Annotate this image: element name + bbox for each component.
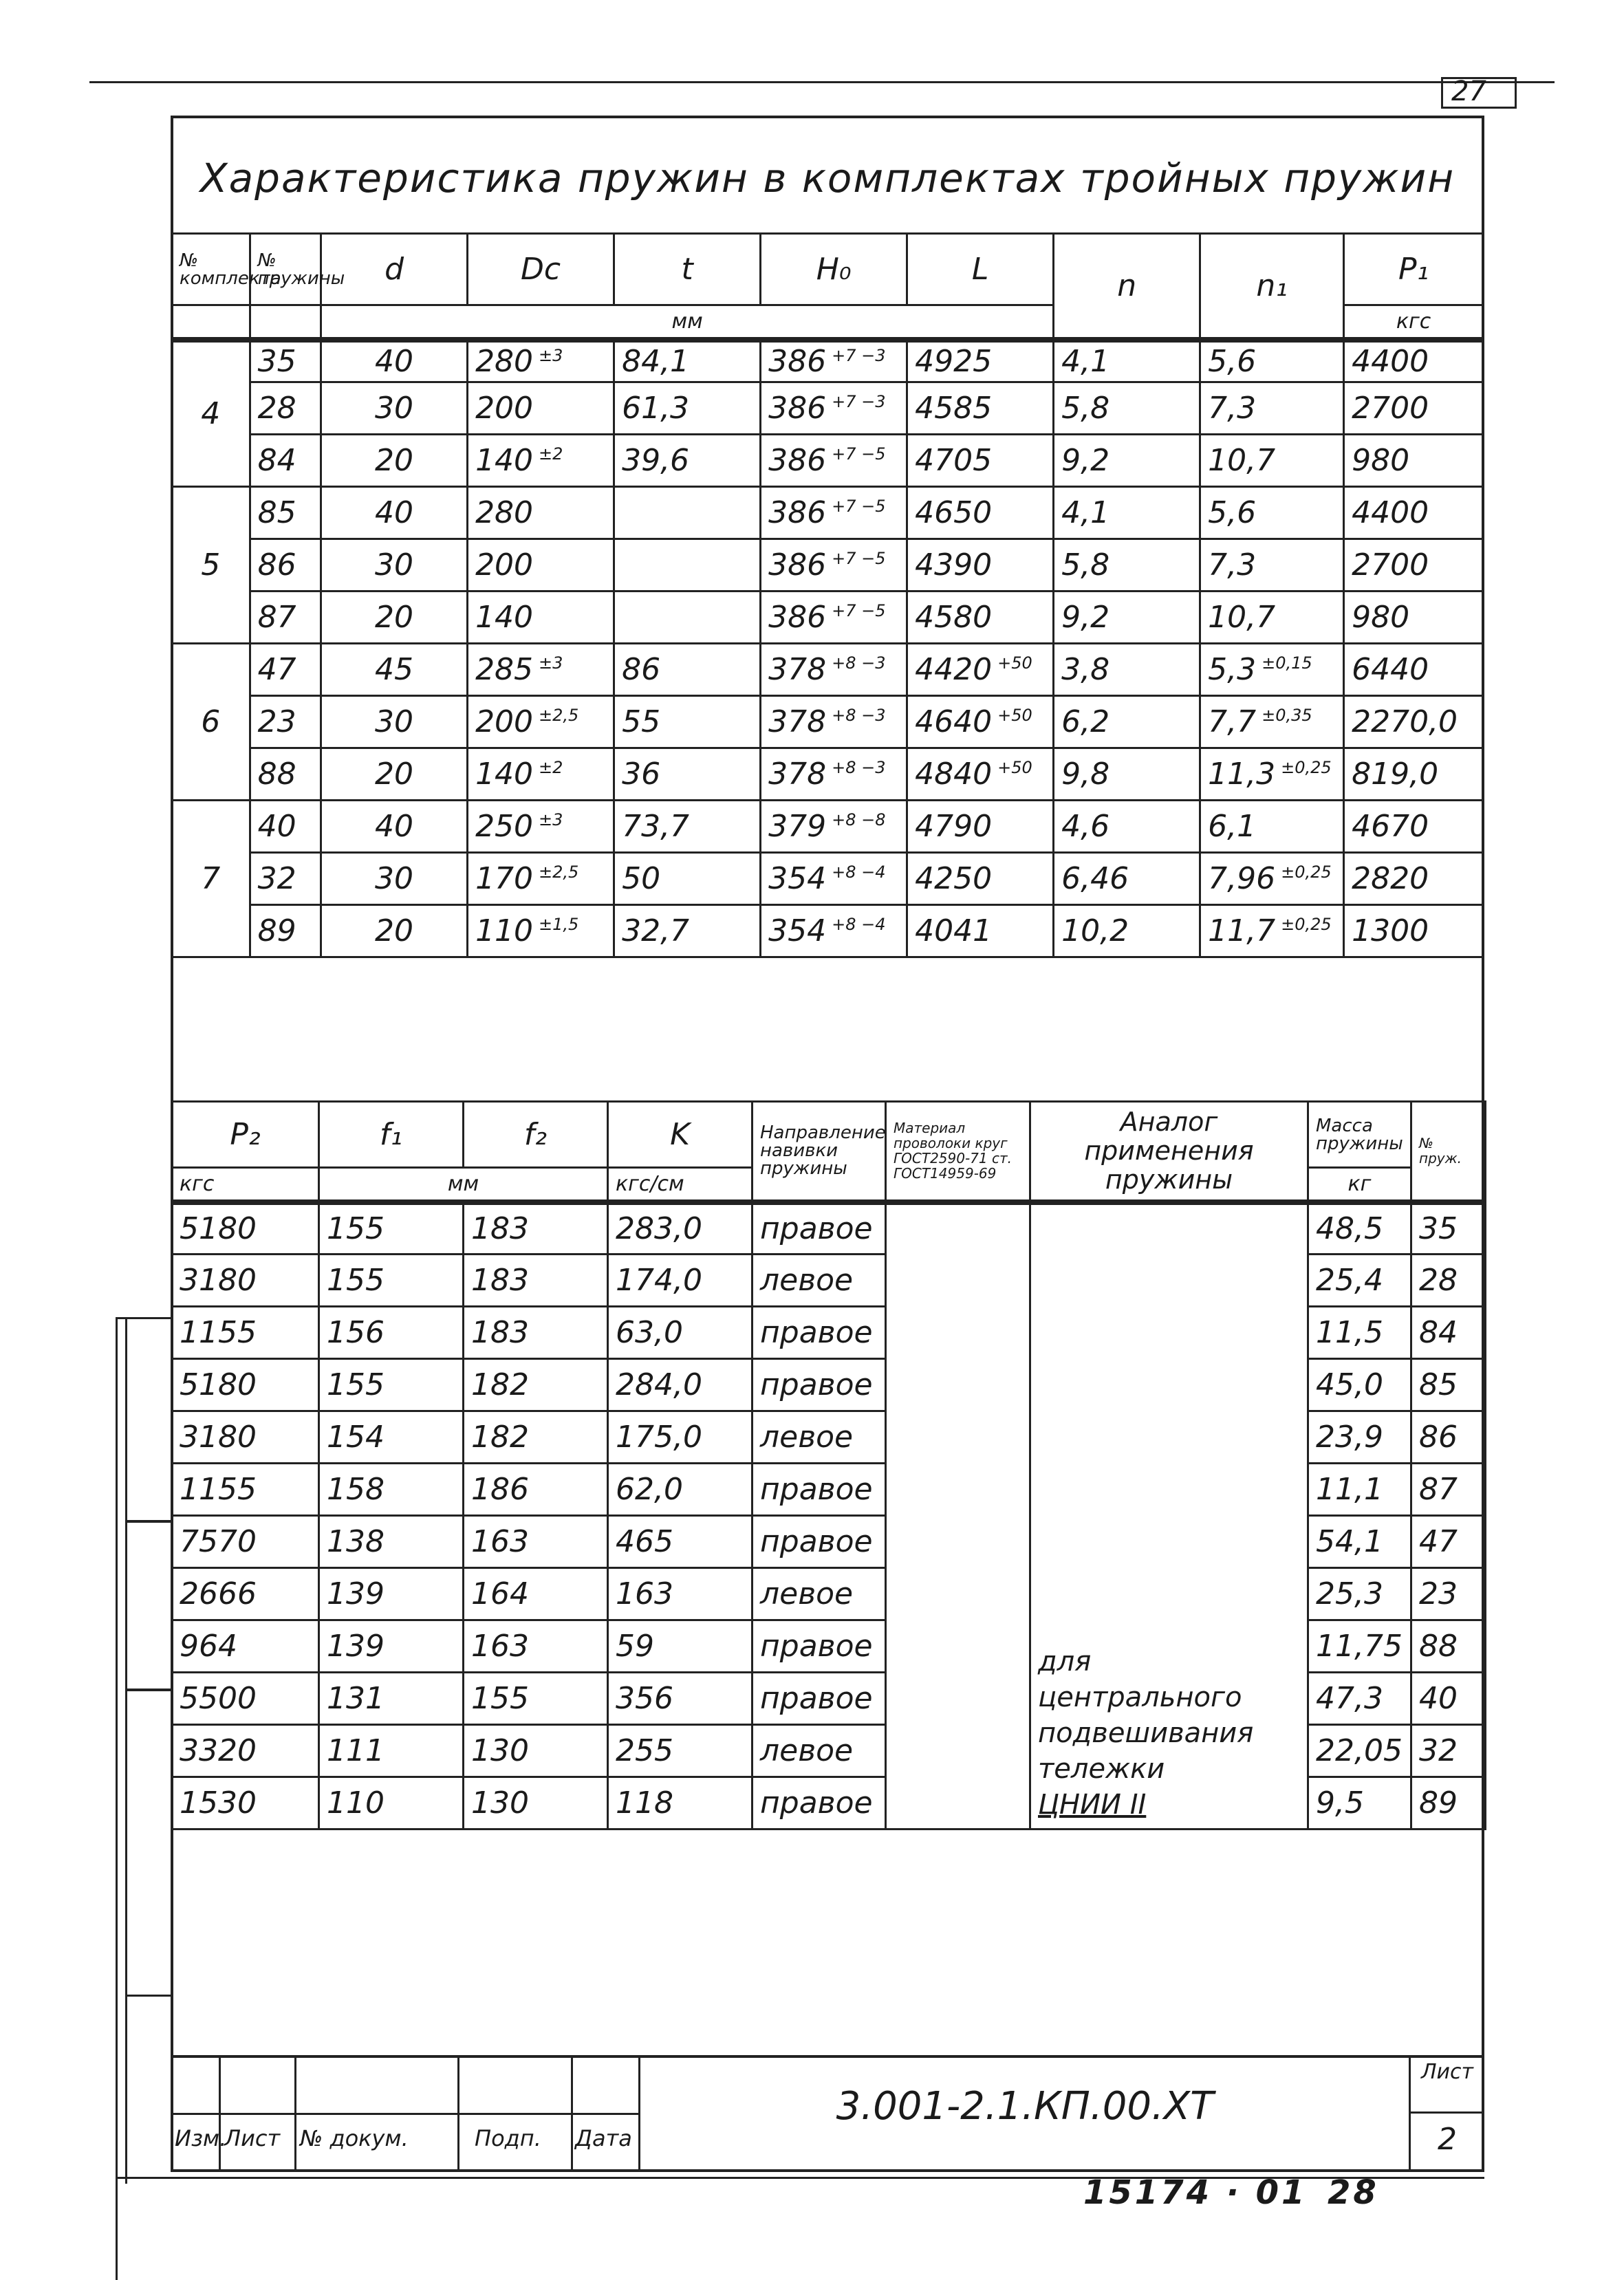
spring-no-cell: 35 bbox=[250, 340, 321, 382]
stamp-sheet-divider bbox=[1409, 2111, 1484, 2114]
h0-cell: 378 $^{+8 -3}$ bbox=[761, 696, 907, 748]
direction-cell: левое bbox=[753, 1411, 886, 1464]
binding-line-1 bbox=[116, 1317, 118, 2280]
n-cell: 4,1 bbox=[1054, 340, 1200, 382]
n1-cell: 5,3 $^{\pm 0,15}$ bbox=[1200, 644, 1344, 696]
header-n1: n₁ bbox=[1200, 234, 1344, 340]
dc-cell: 200 $^{\pm 2,5}$ bbox=[468, 696, 614, 748]
h0-cell: 379 $^{+8 -8}$ bbox=[761, 801, 907, 853]
header-k: K bbox=[608, 1102, 753, 1168]
direction-cell: правое bbox=[753, 1673, 886, 1725]
unit-kg: кг bbox=[1308, 1168, 1411, 1202]
binding-tick-1 bbox=[117, 1317, 172, 1319]
d-cell: 20 bbox=[321, 591, 468, 644]
f1-cell: 155 bbox=[319, 1255, 464, 1307]
mass-cell: 11,1 bbox=[1308, 1464, 1411, 1516]
spring-no-cell: 28 bbox=[1411, 1255, 1486, 1307]
l-cell: 4390 bbox=[907, 539, 1054, 591]
spring-no-cell: 40 bbox=[1411, 1673, 1486, 1725]
mass-cell: 48,5 bbox=[1308, 1202, 1411, 1255]
mass-cell: 47,3 bbox=[1308, 1673, 1411, 1725]
header-n: n bbox=[1054, 234, 1200, 340]
unit-kgf: кгс bbox=[172, 1168, 319, 1202]
p1-cell: 819,0 bbox=[1344, 748, 1484, 801]
binding-tick-2 bbox=[125, 1520, 173, 1523]
n1-cell: 7,3 bbox=[1200, 382, 1344, 435]
kit-number: 4 bbox=[172, 340, 250, 487]
p1-cell: 4400 bbox=[1344, 487, 1484, 539]
l-cell: 4790 bbox=[907, 801, 1054, 853]
mass-cell: 11,75 bbox=[1308, 1620, 1411, 1673]
f1-cell: 154 bbox=[319, 1411, 464, 1464]
header-h0: H₀ bbox=[761, 234, 907, 305]
header-f2: f₂ bbox=[464, 1102, 608, 1168]
d-cell: 45 bbox=[321, 644, 468, 696]
direction-cell: правое bbox=[753, 1359, 886, 1411]
l-cell: 4420 $^{+50}$ bbox=[907, 644, 1054, 696]
n1-cell: 10,7 bbox=[1200, 435, 1344, 487]
k-cell: 163 bbox=[608, 1568, 753, 1620]
d-cell: 30 bbox=[321, 382, 468, 435]
p2-cell: 964 bbox=[172, 1620, 319, 1673]
document-code: 3.001-2.1.КП.00.ХТ bbox=[836, 2084, 1214, 2129]
mass-cell: 23,9 bbox=[1308, 1411, 1411, 1464]
h0-cell: 354 $^{+8 -4}$ bbox=[761, 853, 907, 905]
header-unit-blank-2 bbox=[250, 305, 321, 340]
h0-cell: 386 $^{+7 -3}$ bbox=[761, 340, 907, 382]
stamp-vline-3 bbox=[457, 2055, 459, 2172]
stamp-vline-2 bbox=[294, 2055, 296, 2172]
binding-tick-4 bbox=[125, 1995, 173, 1997]
header-f1: f₁ bbox=[319, 1102, 464, 1168]
f1-cell: 139 bbox=[319, 1620, 464, 1673]
p2-cell: 1530 bbox=[172, 1777, 319, 1830]
k-cell: 284,0 bbox=[608, 1359, 753, 1411]
t-cell: 50 bbox=[614, 853, 761, 905]
p2-cell: 3180 bbox=[172, 1255, 319, 1307]
h0-cell: 378 $^{+8 -3}$ bbox=[761, 748, 907, 801]
spring-no-cell: 89 bbox=[250, 905, 321, 957]
spring-no-cell: 32 bbox=[250, 853, 321, 905]
n1-cell: 7,96 $^{\pm 0,25}$ bbox=[1200, 853, 1344, 905]
stamp-vline-4 bbox=[571, 2055, 573, 2172]
n-cell: 5,8 bbox=[1054, 539, 1200, 591]
f2-cell: 183 bbox=[464, 1307, 608, 1359]
spring-no-cell: 47 bbox=[1411, 1516, 1486, 1568]
kit-number: 5 bbox=[172, 487, 250, 644]
stamp-label-izm: Изм. bbox=[175, 2125, 227, 2151]
header-p1: P₁ bbox=[1344, 234, 1484, 305]
k-cell: 175,0 bbox=[608, 1411, 753, 1464]
k-cell: 59 bbox=[608, 1620, 753, 1673]
k-cell: 283,0 bbox=[608, 1202, 753, 1255]
dc-cell: 280 $^{\pm 3}$ bbox=[468, 340, 614, 382]
stamp-label-list: Лист bbox=[224, 2125, 281, 2151]
spring-no-cell: 88 bbox=[250, 748, 321, 801]
unit-kgf-cm: кгс/см bbox=[608, 1168, 753, 1202]
f2-cell: 182 bbox=[464, 1411, 608, 1464]
n1-cell: 6,1 bbox=[1200, 801, 1344, 853]
t-cell bbox=[614, 487, 761, 539]
spring-no-cell: 28 bbox=[250, 382, 321, 435]
p2-cell: 1155 bbox=[172, 1464, 319, 1516]
dc-cell: 200 bbox=[468, 382, 614, 435]
spring-no-cell: 47 bbox=[250, 644, 321, 696]
unit-kgf: кгс bbox=[1344, 305, 1484, 340]
stamp-row-divider bbox=[171, 2113, 638, 2115]
n1-cell: 11,3 $^{\pm 0,25}$ bbox=[1200, 748, 1344, 801]
d-cell: 20 bbox=[321, 905, 468, 957]
n1-cell: 5,6 bbox=[1200, 340, 1344, 382]
p1-cell: 2270,0 bbox=[1344, 696, 1484, 748]
kit-number: 7 bbox=[172, 801, 250, 957]
stamp-label-ndokum: № докум. bbox=[300, 2125, 409, 2151]
t-cell: 55 bbox=[614, 696, 761, 748]
n-cell: 9,2 bbox=[1054, 435, 1200, 487]
f2-cell: 130 bbox=[464, 1777, 608, 1830]
d-cell: 20 bbox=[321, 435, 468, 487]
l-cell: 4041 bbox=[907, 905, 1054, 957]
header-d: d bbox=[321, 234, 468, 305]
n-cell: 4,6 bbox=[1054, 801, 1200, 853]
mass-cell: 11,5 bbox=[1308, 1307, 1411, 1359]
header-mass: Масса пружины bbox=[1308, 1102, 1411, 1168]
direction-cell: правое bbox=[753, 1464, 886, 1516]
p1-cell: 1300 bbox=[1344, 905, 1484, 957]
mass-cell: 22,05 bbox=[1308, 1725, 1411, 1777]
analog-cell bbox=[1030, 1202, 1308, 1830]
t-cell bbox=[614, 591, 761, 644]
dc-cell: 250 $^{\pm 3}$ bbox=[468, 801, 614, 853]
spring-no-cell: 84 bbox=[250, 435, 321, 487]
l-cell: 4580 bbox=[907, 591, 1054, 644]
header-spring-no: № пружины bbox=[250, 234, 321, 305]
p1-cell: 980 bbox=[1344, 591, 1484, 644]
header-t: t bbox=[614, 234, 761, 305]
header-p2: P₂ bbox=[172, 1102, 319, 1168]
p2-cell: 5180 bbox=[172, 1359, 319, 1411]
h0-cell: 386 $^{+7 -3}$ bbox=[761, 382, 907, 435]
h0-cell: 386 $^{+7 -5}$ bbox=[761, 435, 907, 487]
p2-cell: 5500 bbox=[172, 1673, 319, 1725]
f2-cell: 163 bbox=[464, 1516, 608, 1568]
material-cell bbox=[886, 1202, 1030, 1830]
f2-cell: 155 bbox=[464, 1673, 608, 1725]
l-cell: 4650 bbox=[907, 487, 1054, 539]
p1-cell: 2700 bbox=[1344, 382, 1484, 435]
f1-cell: 156 bbox=[319, 1307, 464, 1359]
f1-cell: 110 bbox=[319, 1777, 464, 1830]
n-cell: 9,8 bbox=[1054, 748, 1200, 801]
n1-cell: 11,7 $^{\pm 0,25}$ bbox=[1200, 905, 1344, 957]
p1-cell: 4400 bbox=[1344, 340, 1484, 382]
d-cell: 30 bbox=[321, 696, 468, 748]
spring-no-cell: 87 bbox=[250, 591, 321, 644]
p2-cell: 1155 bbox=[172, 1307, 319, 1359]
k-cell: 356 bbox=[608, 1673, 753, 1725]
n1-cell: 10,7 bbox=[1200, 591, 1344, 644]
f1-cell: 155 bbox=[319, 1359, 464, 1411]
spring-no-cell: 85 bbox=[250, 487, 321, 539]
k-cell: 465 bbox=[608, 1516, 753, 1568]
l-cell: 4640 $^{+50}$ bbox=[907, 696, 1054, 748]
h0-cell: 354 $^{+8 -4}$ bbox=[761, 905, 907, 957]
direction-cell: правое bbox=[753, 1516, 886, 1568]
k-cell: 63,0 bbox=[608, 1307, 753, 1359]
f2-cell: 183 bbox=[464, 1202, 608, 1255]
dc-cell: 285 $^{\pm 3}$ bbox=[468, 644, 614, 696]
binding-tick-3 bbox=[125, 1689, 173, 1691]
n-cell: 5,8 bbox=[1054, 382, 1200, 435]
k-cell: 174,0 bbox=[608, 1255, 753, 1307]
p2-cell: 2666 bbox=[172, 1568, 319, 1620]
n1-cell: 7,7 $^{\pm 0,35}$ bbox=[1200, 696, 1344, 748]
f2-cell: 130 bbox=[464, 1725, 608, 1777]
spring-no-cell: 88 bbox=[1411, 1620, 1486, 1673]
corner-sheet-number: 27 bbox=[1451, 76, 1486, 107]
l-cell: 4925 bbox=[907, 340, 1054, 382]
f2-cell: 182 bbox=[464, 1359, 608, 1411]
header-kit-no: № комплекта bbox=[172, 234, 250, 305]
d-cell: 40 bbox=[321, 340, 468, 382]
header-analog: Аналог применения пружины bbox=[1030, 1102, 1308, 1202]
spring-no-cell: 89 bbox=[1411, 1777, 1486, 1830]
l-cell: 4250 bbox=[907, 853, 1054, 905]
n-cell: 9,2 bbox=[1054, 591, 1200, 644]
header-spring-no: № пруж. bbox=[1411, 1102, 1486, 1202]
direction-cell: левое bbox=[753, 1725, 886, 1777]
unit-mm: мм bbox=[321, 305, 1054, 340]
f2-cell: 164 bbox=[464, 1568, 608, 1620]
t-cell: 84,1 bbox=[614, 340, 761, 382]
direction-cell: левое bbox=[753, 1568, 886, 1620]
n-cell: 6,46 bbox=[1054, 853, 1200, 905]
direction-cell: правое bbox=[753, 1620, 886, 1673]
p1-cell: 2820 bbox=[1344, 853, 1484, 905]
mass-cell: 54,1 bbox=[1308, 1516, 1411, 1568]
unit-mm: мм bbox=[319, 1168, 608, 1202]
d-cell: 30 bbox=[321, 853, 468, 905]
p2-cell: 3320 bbox=[172, 1725, 319, 1777]
mass-cell: 9,5 bbox=[1308, 1777, 1411, 1830]
n-cell: 4,1 bbox=[1054, 487, 1200, 539]
spring-no-cell: 23 bbox=[250, 696, 321, 748]
l-cell: 4705 bbox=[907, 435, 1054, 487]
n-cell: 3,8 bbox=[1054, 644, 1200, 696]
f1-cell: 139 bbox=[319, 1568, 464, 1620]
d-cell: 40 bbox=[321, 487, 468, 539]
top-rule bbox=[89, 81, 1555, 83]
header-material: Материал проволоки круг ГОСТ2590-71 ст. ГОСТ14959-69 bbox=[886, 1102, 1030, 1202]
p2-cell: 5180 bbox=[172, 1202, 319, 1255]
stamp-vline-1 bbox=[219, 2055, 221, 2172]
t-cell: 86 bbox=[614, 644, 761, 696]
f2-cell: 186 bbox=[464, 1464, 608, 1516]
spring-no-cell: 40 bbox=[250, 801, 321, 853]
t-cell: 32,7 bbox=[614, 905, 761, 957]
sheet-label: Лист bbox=[1420, 2060, 1474, 2084]
h0-cell: 386 $^{+7 -5}$ bbox=[761, 539, 907, 591]
stamp-label-podp: Подп. bbox=[475, 2125, 541, 2151]
h0-cell: 386 $^{+7 -5}$ bbox=[761, 591, 907, 644]
t-cell bbox=[614, 539, 761, 591]
f2-cell: 163 bbox=[464, 1620, 608, 1673]
stamp-vline-5 bbox=[638, 2055, 640, 2172]
f2-cell: 183 bbox=[464, 1255, 608, 1307]
mass-cell: 25,3 bbox=[1308, 1568, 1411, 1620]
direction-cell: правое bbox=[753, 1202, 886, 1255]
p2-cell: 7570 bbox=[172, 1516, 319, 1568]
t-cell: 61,3 bbox=[614, 382, 761, 435]
binding-line-2 bbox=[125, 1317, 127, 2184]
dc-cell: 140 bbox=[468, 591, 614, 644]
dc-cell: 200 bbox=[468, 539, 614, 591]
t-cell: 36 bbox=[614, 748, 761, 801]
n1-cell: 7,3 bbox=[1200, 539, 1344, 591]
spring-no-cell: 86 bbox=[1411, 1411, 1486, 1464]
analog-note-line-2: ЦНИИ II bbox=[1038, 1789, 1147, 1821]
p1-cell: 980 bbox=[1344, 435, 1484, 487]
spring-no-cell: 23 bbox=[1411, 1568, 1486, 1620]
bottom-spring-table bbox=[171, 1100, 1486, 1830]
spring-no-cell: 84 bbox=[1411, 1307, 1486, 1359]
mass-cell: 25,4 bbox=[1308, 1255, 1411, 1307]
direction-cell: левое bbox=[753, 1255, 886, 1307]
dc-cell: 170 $^{\pm 2,5}$ bbox=[468, 853, 614, 905]
header-direction: Направление навивки пружины bbox=[753, 1102, 886, 1202]
header-l: L bbox=[907, 234, 1054, 305]
mass-cell: 45,0 bbox=[1308, 1359, 1411, 1411]
stamp-label-data: Дата bbox=[575, 2125, 632, 2151]
l-cell: 4840 $^{+50}$ bbox=[907, 748, 1054, 801]
sheet-number: 2 bbox=[1438, 2122, 1457, 2157]
f1-cell: 158 bbox=[319, 1464, 464, 1516]
n1-cell: 5,6 bbox=[1200, 487, 1344, 539]
dc-cell: 280 bbox=[468, 487, 614, 539]
n-cell: 10,2 bbox=[1054, 905, 1200, 957]
dc-cell: 110 $^{\pm 1,5}$ bbox=[468, 905, 614, 957]
l-cell: 4585 bbox=[907, 382, 1054, 435]
t-cell: 39,6 bbox=[614, 435, 761, 487]
d-cell: 20 bbox=[321, 748, 468, 801]
d-cell: 30 bbox=[321, 539, 468, 591]
p2-cell: 3180 bbox=[172, 1411, 319, 1464]
t-cell: 73,7 bbox=[614, 801, 761, 853]
spring-no-cell: 86 bbox=[250, 539, 321, 591]
d-cell: 40 bbox=[321, 801, 468, 853]
p1-cell: 6440 bbox=[1344, 644, 1484, 696]
header-unit-blank-1 bbox=[172, 305, 250, 340]
archive-number: 15174 · 01 bbox=[1083, 2173, 1308, 2212]
p1-cell: 4670 bbox=[1344, 801, 1484, 853]
stamp-vline-6 bbox=[1409, 2055, 1411, 2172]
spring-no-cell: 85 bbox=[1411, 1359, 1486, 1411]
f1-cell: 111 bbox=[319, 1725, 464, 1777]
header-dc: Dc bbox=[468, 234, 614, 305]
f1-cell: 155 bbox=[319, 1202, 464, 1255]
n-cell: 6,2 bbox=[1054, 696, 1200, 748]
direction-cell: правое bbox=[753, 1307, 886, 1359]
spring-no-cell: 35 bbox=[1411, 1202, 1486, 1255]
k-cell: 118 bbox=[608, 1777, 753, 1830]
k-cell: 62,0 bbox=[608, 1464, 753, 1516]
f1-cell: 138 bbox=[319, 1516, 464, 1568]
document-title: Характеристика пружин в комплектах тройных пружин bbox=[199, 155, 1455, 202]
analog-note-line-1: для центрального подвешивания тележки bbox=[1038, 1646, 1254, 1785]
h0-cell: 386 $^{+7 -5}$ bbox=[761, 487, 907, 539]
f1-cell: 131 bbox=[319, 1673, 464, 1725]
p1-cell: 2700 bbox=[1344, 539, 1484, 591]
direction-cell: правое bbox=[753, 1777, 886, 1830]
archive-page: 28 bbox=[1328, 2173, 1379, 2212]
dc-cell: 140 $^{\pm 2}$ bbox=[468, 435, 614, 487]
h0-cell: 378 $^{+8 -3}$ bbox=[761, 644, 907, 696]
spring-no-cell: 87 bbox=[1411, 1464, 1486, 1516]
spring-no-cell: 32 bbox=[1411, 1725, 1486, 1777]
k-cell: 255 bbox=[608, 1725, 753, 1777]
kit-number: 6 bbox=[172, 644, 250, 801]
top-spring-table bbox=[171, 232, 1484, 958]
dc-cell: 140 $^{\pm 2}$ bbox=[468, 748, 614, 801]
